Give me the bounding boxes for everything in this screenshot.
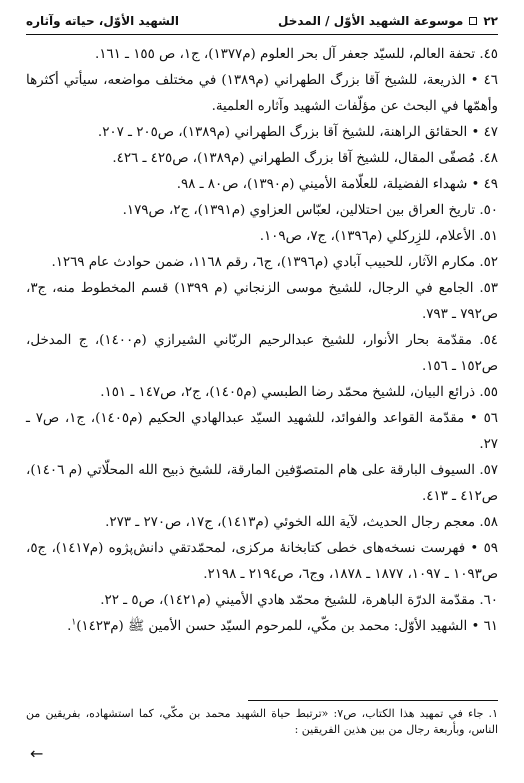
footnote-ref[interactable]: ١ — [71, 617, 77, 628]
list-item: ٥٥. ذرائع البيان، للشيخ محمّد رضا الطبسي (م١٤٠٥)، ج٢، ص١٤٧ ـ ١٥١. — [100, 385, 498, 400]
list-item: ٤٩ • شهداء الفضيلة، للعلّامة الأميني (م١٣٩٠)، ص٨٠ ـ ٩٨. — [176, 177, 498, 192]
list-item: ٥٠. تاريخ العراق بين احتلالين، لعبّاس العزاوي (م١٣٩١)، ج٢، ص١٧٩. — [122, 203, 498, 218]
list-item: ٤٦ • الذريعة، للشيخ آقا بزرگ الطهراني (م١٣٨٩) في مختلف مواضعه، سيأتي أكثرها وأهمّها في البحث عن مؤلّفات الشهيد وآثاره العلمية. — [26, 73, 498, 114]
list-item: ٤٨. مُصفّى المقال، للشيخ آقا بزرگ الطهراني (م١٣٨٩)، ص٤٢٥ ـ ٤٢٦. — [112, 151, 498, 166]
list-item-last: ٦١ • الشهيد الأوّل: محمد بن مكّي، للمرحوم السيّد حسن الأمين ﷺ (م١٤٢٣)$^١$. — [67, 617, 498, 634]
running-header — [26, 8, 498, 34]
header-rule — [26, 34, 498, 35]
list-item: ٥١. الأعلام، للزِركلي (م١٣٩٦)، ج٧، ص١٠٩. — [259, 229, 498, 244]
footnote: ١. جاء في تمهيد هذا الكتاب، ص٧: «ترتبط حياة الشهيد محمد بن مكّي، كما استشهاده، بفريقين من الناس، وبأربعة رجال من بين هذين الفريقين : — [26, 707, 498, 736]
entry-text: ٦١ • الشهيد الأوّل: محمد بن مكّي، للمرحوم السيّد حسن الأمين ﷺ (م١٤٢٣) — [76, 619, 498, 634]
list-item: ٥٣. الجامع في الرجال، للشيخ موسى الزنجاني (م ١٣٩٩) قسم المخطوط منه، ج٣، ص٧٩٢ ـ ٧٩٣. — [26, 281, 498, 322]
page-number: ٢٢ — [483, 14, 498, 28]
list-item: ٤٧ • الحقائق الراهنة، للشيخ آقا بزرگ الطهراني (م١٣٨٩)، ص٢٠٥ ـ ٢٠٧. — [97, 125, 498, 140]
book-title: موسوعة الشهيد الأوّل / المدخل — [278, 14, 464, 28]
list-item: ٥٧. السيوف البارقة على هام المتصوّفين المارقة، للشيخ ذبيح الله المحلّاتي (م ١٤٠٦)، ص٤١٢ ـ ٤١٣. — [26, 463, 498, 504]
header-right — [278, 14, 498, 28]
square-ornament-icon — [469, 17, 477, 25]
continuation-arrow-icon: ← — [30, 744, 44, 763]
list-item: ٥٦ • مقدّمة القواعد والفوائد، للشهيد السيّد عبدالهادي الحكيم (م١٤٠٥)، ج١، ص٧ ـ ٢٧. — [26, 411, 498, 452]
list-item: ٥٤. مقدّمة بحار الأنوار، للشيخ عبدالرحيم الربّاني الشيرازي (م١٤٠٠)، ج المدخل، ص١٥٢ ـ ١٥٦. — [26, 333, 498, 374]
list-item: ٥٨. معجم رجال الحديث، لآية الله الخوئي (م١٤١٣)، ج١٧، ص٢٧٠ ـ ٢٧٣. — [105, 515, 498, 530]
chapter-title: الشهيد الأوّل، حياته وآثاره — [26, 14, 180, 28]
list-item: ٦٠. مقدّمة الدرّة الباهرة، للشيخ محمّد هادي الأميني (م١٤٢١)، ص٥ ـ ٢٢. — [100, 593, 498, 608]
list-item: ٥٢. مكارم الآثار، للحبيب آبادي (م١٣٩٦)، ج٦، رقم ١١٦٨، ضمن حوادث عام ١٢٦٩. — [51, 255, 498, 270]
footnote-rule — [248, 700, 498, 701]
list-item: ٤٥. تحفة العالم، للسيّد جعفر آل بحر العلوم (م١٣٧٧)، ج١، ص ١٥٥ ـ ١٦١. — [94, 47, 498, 62]
bibliography-list — [26, 42, 498, 640]
list-item: ٥٩ • فهرست نسخه‌هاى خطى كتابخانهٔ مركزى، لمحمّدتقي دانش‌پژوه (م١٤١٧)، ج٥، ص١٠٩٣ ـ ١٠٩٧، ١٨٧٧ ـ ١٨٧٨، وج٦، ص٢١٩٤ ـ ٢١٩٨. — [26, 541, 498, 582]
